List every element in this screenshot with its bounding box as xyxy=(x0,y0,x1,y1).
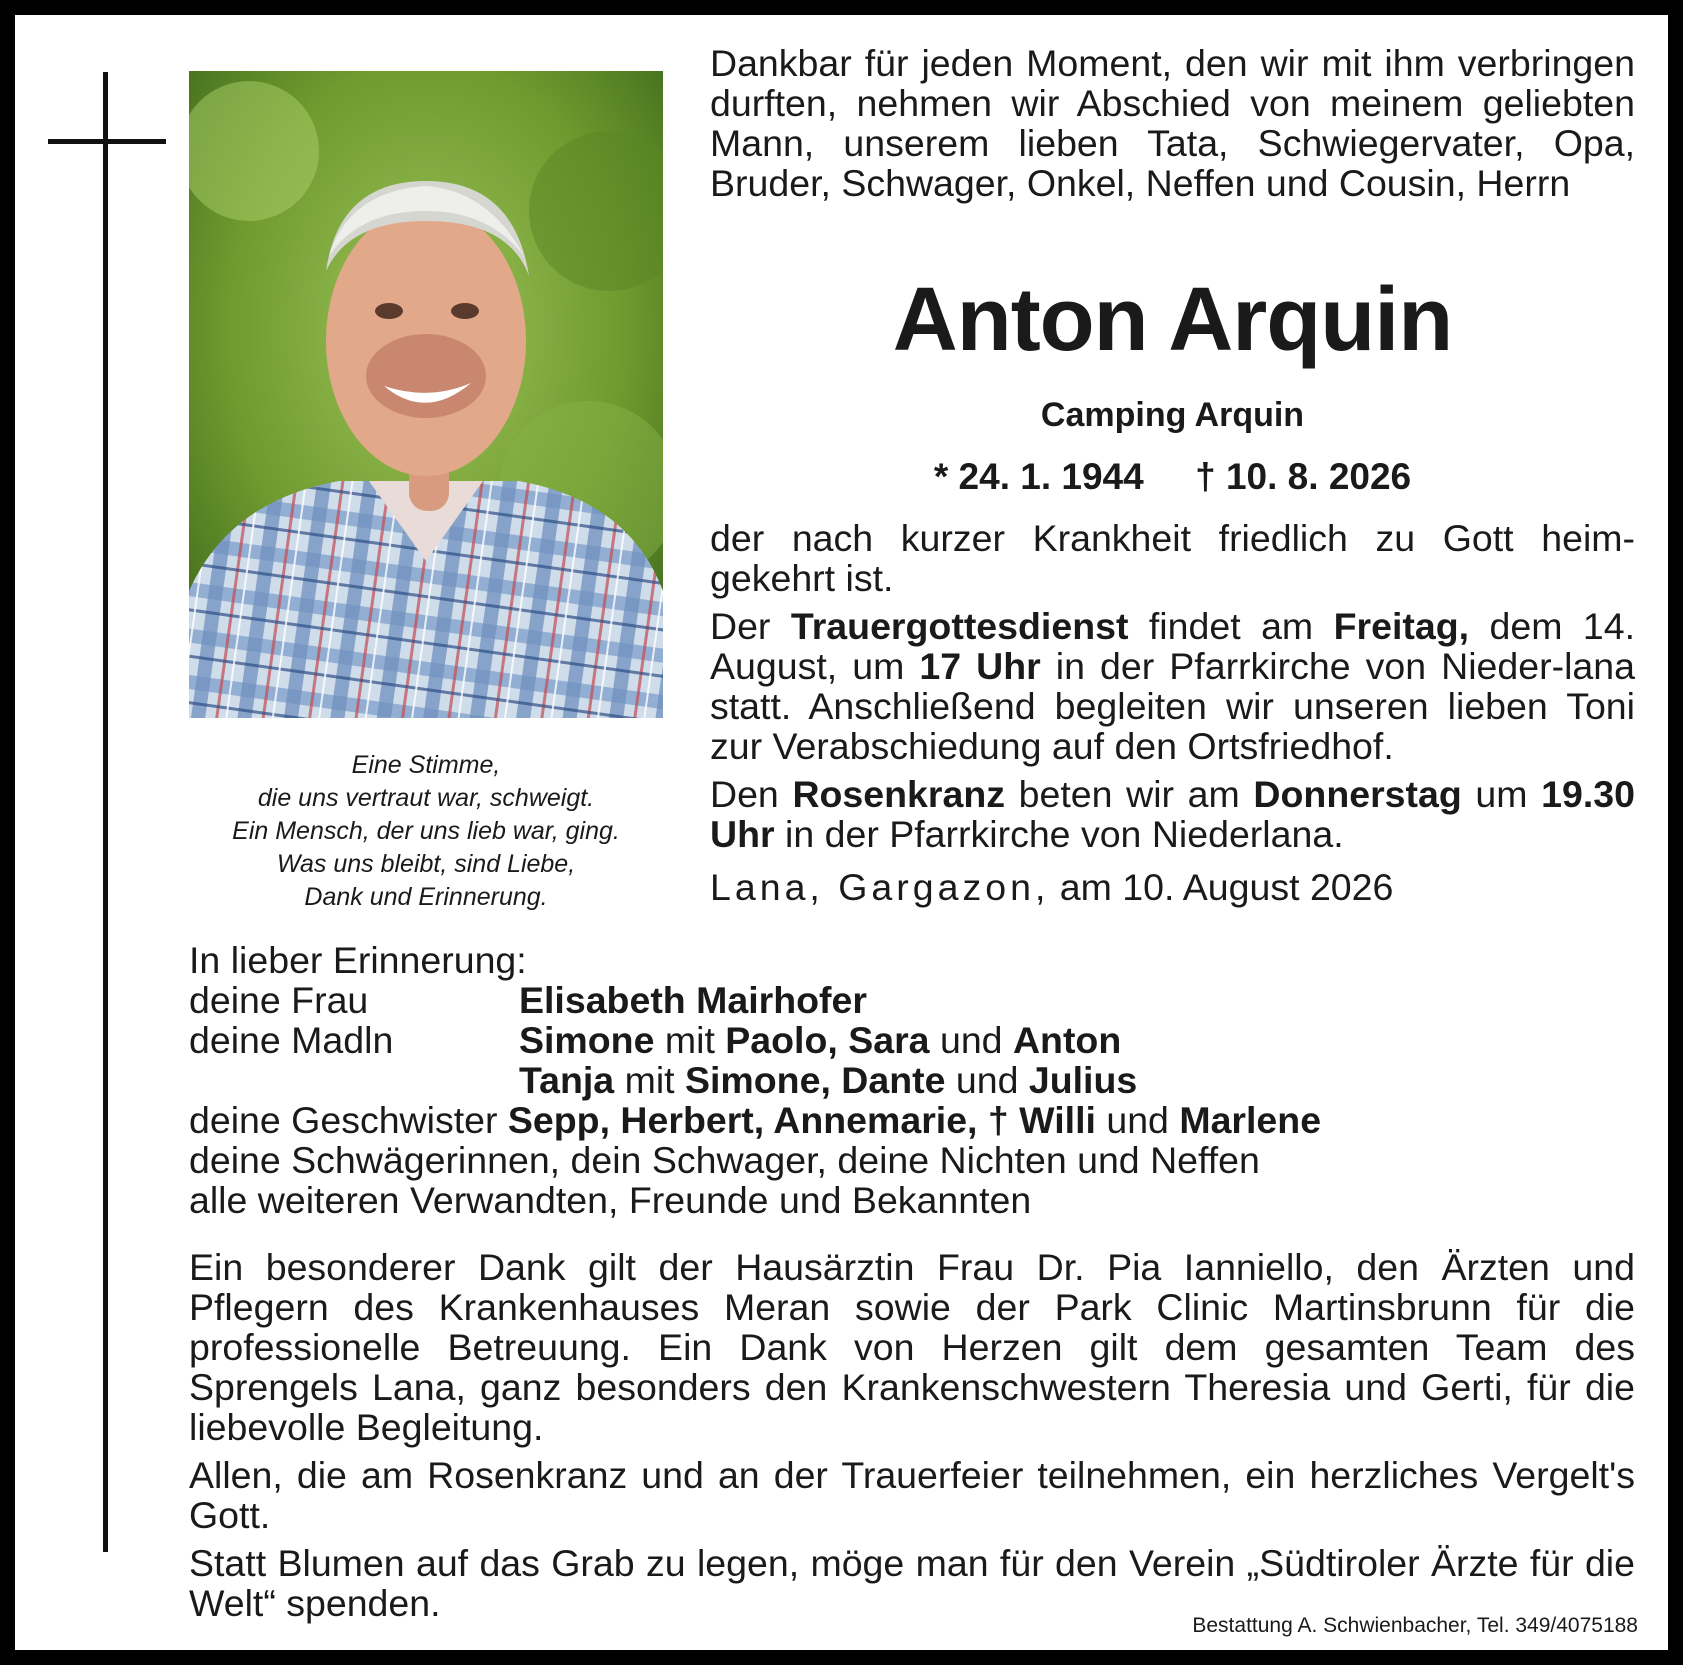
thanks-paragraph: Allen, die am Rosenkranz und an der Trauerfeier teilnehmen, ein herzliches Vergelt's Gott. xyxy=(189,1454,1635,1536)
family-row xyxy=(189,1060,1589,1100)
family-heading: In lieber Erinnerung: xyxy=(189,939,527,981)
text-segment-bold: Sepp, Herbert, Annemarie, † Willi xyxy=(507,1099,1096,1141)
text-segment-bold: Elisabeth Mairhofer xyxy=(519,979,867,1021)
service-info xyxy=(710,518,1635,862)
relation-label: deine Frau xyxy=(189,979,369,1021)
obituary-page xyxy=(15,15,1668,1650)
text-segment-bold: Donnerstag xyxy=(1253,773,1462,815)
passing-text: der nach kurzer Krankheit friedlich zu Gott heim-gekehrt ist. xyxy=(710,517,1635,599)
family-row xyxy=(189,1020,1589,1060)
poem xyxy=(189,749,663,914)
text-segment-bold: Rosenkranz xyxy=(792,773,1006,815)
relation-names xyxy=(519,1020,1121,1060)
text-segment: um xyxy=(1461,773,1542,815)
text-segment-bold: Trauergottesdienst xyxy=(790,605,1129,647)
portrait-illustration xyxy=(189,71,663,718)
funeral-home-footer: Bestattung A. Schwienbacher, Tel. 349/4075188 xyxy=(1192,1614,1638,1637)
intro-text: Dankbar für jeden Moment, den wir mit ihm verbringen durften, nehmen wir Abschied von meinem geliebten Mann, unserem lieben Tata, Schwiegervater, Opa, Bruder, Schwager, Onkel, Neffen und Cousin, Herrn xyxy=(710,42,1635,204)
rosary-text xyxy=(710,774,1635,854)
text-segment: und xyxy=(929,1019,1013,1061)
text-segment-bold: Paolo, Sara xyxy=(725,1019,930,1061)
thanks-paragraph: Statt Blumen auf das Grab zu legen, möge man für den Verein „Südtiroler Ärzte für die Welt“ spenden. xyxy=(189,1542,1635,1624)
life-dates xyxy=(710,455,1635,499)
relation-names xyxy=(519,1060,1137,1100)
relation-names xyxy=(519,980,867,1020)
family-line: deine Schwägerinnen, dein Schwager, deine Nichten und Neffen xyxy=(189,1139,1260,1181)
text-segment-bold: Simone, Dante xyxy=(685,1059,946,1101)
text-segment-bold: 17 Uhr xyxy=(919,645,1041,687)
text-segment-bold: Simone xyxy=(519,1019,655,1061)
text-segment: und xyxy=(945,1059,1029,1101)
text-segment-bold: Julius xyxy=(1028,1059,1138,1101)
cross-icon-vertical xyxy=(103,72,108,1552)
text-segment: dem 14. August, um xyxy=(710,605,1636,687)
text-segment-bold: 19.30 Uhr xyxy=(710,773,1635,855)
text-segment: beten wir am xyxy=(1005,773,1254,815)
funeral-service-text xyxy=(710,606,1635,766)
text-segment: mit xyxy=(614,1059,685,1101)
place: Lana, Gargazon, xyxy=(710,866,1050,908)
text-segment: findet am xyxy=(1128,605,1334,647)
text-segment-bold: Marlene xyxy=(1179,1099,1322,1141)
place-and-date xyxy=(710,865,1393,909)
relation-label: deine Geschwister xyxy=(189,1099,508,1141)
text-segment: und xyxy=(1095,1099,1180,1141)
relation-names xyxy=(508,1100,1321,1140)
date: am 10. August 2026 xyxy=(1049,866,1394,908)
text-segment-bold: Tanja xyxy=(519,1059,615,1101)
deceased-subtitle: Camping Arquin xyxy=(1040,396,1305,434)
text-segment: in der Pfarrkirche von Niederlana. xyxy=(774,813,1344,855)
family-row xyxy=(189,1100,1589,1140)
thanks-paragraph: Ein besonderer Dank gilt der Hausärztin Frau Dr. Pia Ianniello, den Ärzten und Pflegern des Krankenhauses Meran sowie der Park Clinic Martinsbrunn für die professionelle Betreuung. Ein Dank von Herzen gilt dem gesamten Team des Sprengels Lana, ganz besonders den Krankenschwestern Theresia und Gerti, für die liebevolle Begleitung. xyxy=(189,1246,1635,1448)
text-segment: Der xyxy=(710,605,791,647)
poem-line: Dank und Erinnerung. xyxy=(304,883,548,911)
death-date: † 10. 8. 2026 xyxy=(1195,456,1412,497)
text-segment: in der Pfarrkirche von Nieder-lana statt. Anschließend begleiten wir unseren lieben Toni zur Verabschiedung auf den Ortsfriedhof. xyxy=(710,645,1635,767)
deceased-name: Anton Arquin xyxy=(892,270,1453,370)
text-segment: Den xyxy=(710,773,793,815)
family-line: alle weiteren Verwandten, Freunde und Bekannten xyxy=(189,1179,1032,1221)
poem-line: Was uns bleibt, sind Liebe, xyxy=(276,850,576,878)
family-row xyxy=(189,980,1589,1020)
portrait-photo xyxy=(189,71,663,718)
text-segment-bold: Anton xyxy=(1012,1019,1122,1061)
text-segment: mit xyxy=(654,1019,726,1061)
birth-date: * 24. 1. 1944 xyxy=(933,456,1144,497)
poem-line: Eine Stimme, xyxy=(351,751,501,779)
thanks-section xyxy=(189,1247,1635,1631)
relation-label-empty xyxy=(189,1060,519,1100)
family-list xyxy=(189,940,1589,1220)
cross-icon-horizontal xyxy=(48,139,166,144)
text-segment-bold: Freitag, xyxy=(1333,605,1470,647)
poem-line: die uns vertraut war, schweigt. xyxy=(257,784,595,812)
relation-label: deine Madln xyxy=(189,1019,394,1061)
poem-line: Ein Mensch, der uns lieb war, ging. xyxy=(232,817,620,845)
